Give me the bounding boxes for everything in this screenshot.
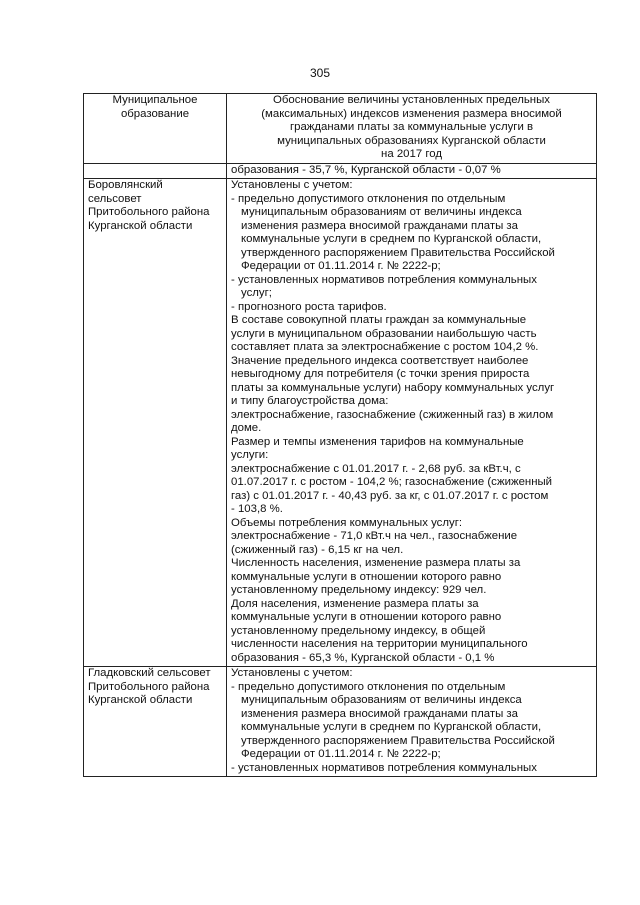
text-line: утвержденного распоряжением Правительства Российской — [241, 246, 555, 259]
header-line: образование — [120, 107, 190, 120]
text-line: Размер и темпы изменения тарифов на коммунальные — [231, 435, 524, 448]
tariff-table — [83, 93, 597, 777]
text-line: утвержденного распоряжением Правительства Российской — [241, 734, 555, 747]
text-line: газ) с 01.01.2017 г. - 40,43 руб. за кг, с 01.07.2017 г. с ростом — [231, 489, 549, 502]
text-line: образования - 35,7 %, Курганской области - 0,07 % — [231, 163, 501, 176]
text-line: (сжиженный газ) - 6,15 кг на чел. — [231, 543, 404, 556]
header-line: гражданами платы за коммунальные услуги в — [289, 121, 534, 133]
text-line: коммунальные услуги в среднем по Курганской области, — [241, 721, 542, 733]
text-line: муниципальным образованиям от величины индекса — [241, 694, 522, 706]
continuation-row — [84, 163, 597, 179]
header-municipality — [84, 94, 227, 164]
text-line: образования - 65,3 %, Курганской области - 0,1 % — [231, 651, 495, 664]
text-line: электроснабжение, газоснабжение (сжиженный газ) в жилом — [231, 408, 554, 421]
municipality-line: сельсовет — [88, 192, 142, 205]
text-line: 01.07.2017 г. с ростом - 104,2 %; газоснабжение (сжиженный — [231, 476, 553, 488]
header-line: на 2017 год — [381, 148, 442, 160]
page-number: 305 — [309, 66, 331, 80]
text-line: Значение предельного индекса соответствует наиболее — [231, 354, 529, 367]
text-line: Установлены с учетом: — [231, 179, 353, 191]
text-line: изменения размера вносимой гражданами платы за — [241, 707, 518, 720]
text-line: коммунальные услуги в отношении которого равно — [231, 611, 502, 623]
text-line: численности населения на территории муниципального — [231, 638, 528, 650]
continuation-text — [227, 163, 597, 179]
text-line: - установленных нормативов потребления коммунальных — [231, 761, 537, 774]
municipality-line: Курганской области — [88, 694, 193, 706]
municipality-line: Боровлянский — [88, 179, 163, 191]
text-line: изменения размера вносимой гражданами платы за — [241, 219, 518, 232]
text-line: установленному предельному индексу, в общей — [231, 624, 486, 637]
text-line: электроснабжение - 71,0 кВт.ч на чел., газоснабжение — [231, 530, 518, 542]
text-line: установленному предельному индексу: 929 чел. — [231, 584, 487, 596]
text-line: Численность населения, изменение размера платы за — [231, 557, 521, 569]
table-row — [84, 179, 597, 667]
justification-cell — [227, 179, 597, 667]
municipality-line: Притобольного района — [88, 680, 210, 693]
header-line: (максимальных) индексов изменения размера вносимой — [261, 107, 562, 120]
text-line: - установленных нормативов потребления коммунальных — [231, 273, 537, 286]
text-line: - 103,8 %. — [231, 503, 283, 515]
text-line: услуги: — [231, 449, 269, 461]
municipality-line: Гладковский сельсовет — [88, 667, 211, 679]
text-line: услуг; — [241, 287, 272, 299]
text-line: Объемы потребления коммунальных услуг: — [231, 516, 463, 529]
municipality-line: Курганской области — [88, 219, 193, 232]
text-line: платы за коммунальные услуги) набору коммунальных услуг — [231, 381, 555, 394]
text-line: составляет плата за электроснабжение с ростом 104,2 %. — [231, 341, 539, 353]
text-line: Федерации от 01.11.2014 г. № 2222-р; — [241, 260, 441, 272]
text-line: муниципальным образованиям от величины индекса — [241, 206, 522, 218]
table-row — [84, 667, 597, 777]
header-justification — [227, 94, 597, 164]
continuation-municipality — [84, 163, 227, 179]
text-line: и типу благоустройства дома: — [231, 395, 389, 407]
text-line: коммунальные услуги в отношении которого равно — [231, 570, 502, 583]
text-line: невыгодному для потребителя (с точки зрения прироста — [231, 368, 530, 380]
text-line: В составе совокупной платы граждан за коммунальные — [231, 314, 527, 326]
text-line: Установлены с учетом: — [231, 667, 353, 679]
text-line: - прогнозного роста тарифов. — [231, 300, 387, 313]
header-line: Муниципальное — [112, 94, 198, 106]
header-row — [84, 94, 597, 164]
justification-cell — [227, 667, 597, 777]
municipality-line: Притобольного района — [88, 206, 210, 218]
text-line: электроснабжение с 01.01.2017 г. - 2,68 руб. за кВт.ч, с — [231, 462, 521, 475]
text-line: коммунальные услуги в среднем по Курганской области, — [241, 233, 542, 245]
text-line: - предельно допустимого отклонения по отдельным — [231, 192, 506, 205]
text-line: - предельно допустимого отклонения по отдельным — [231, 680, 506, 693]
text-line: Федерации от 01.11.2014 г. № 2222-р; — [241, 748, 441, 760]
header-line: Обоснование величины установленных предельных — [273, 94, 550, 106]
text-line: доме. — [231, 422, 262, 434]
municipality-cell — [84, 179, 227, 667]
header-line: муниципальных образованиях Курганской области — [277, 134, 546, 147]
text-line: Доля населения, изменение размера платы за — [231, 597, 479, 610]
municipality-cell — [84, 667, 227, 777]
text-line: услуги в муниципальном образовании наибольшую часть — [231, 327, 537, 340]
